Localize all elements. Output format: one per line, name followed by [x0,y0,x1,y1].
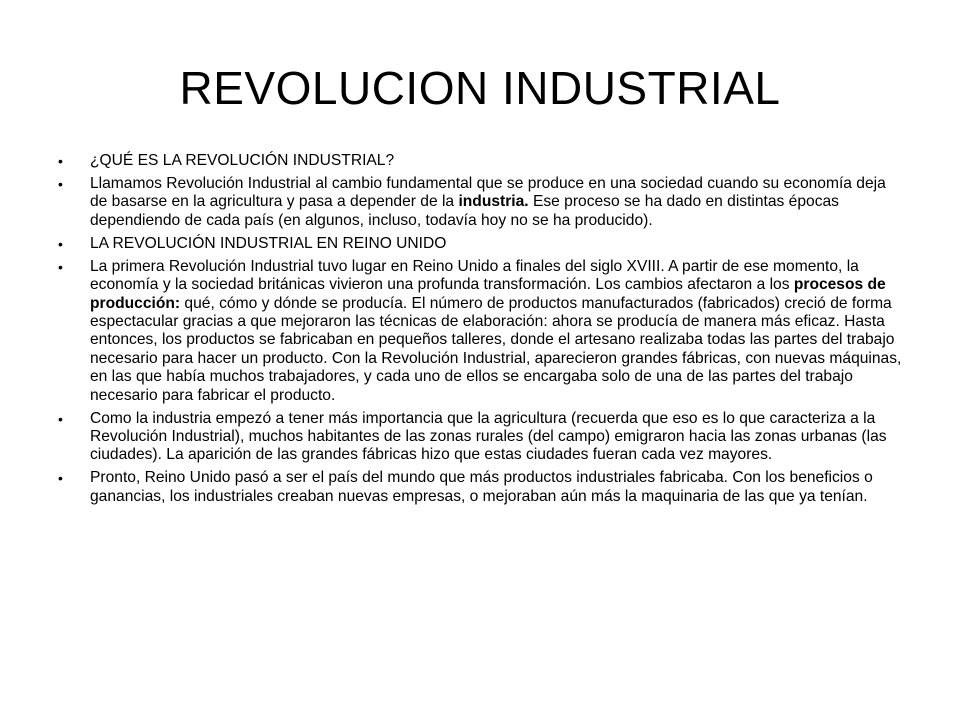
bullet-text [90,469,873,504]
bullet-dot-icon: • [58,470,63,487]
bullet-text-segment: Ese proceso se ha dado en distintas épocas dependiendo de cada país (en algunos, incluso, todavía hoy no se ha producido). [90,193,839,229]
bullet-text-bold: procesos de producción: [90,276,886,312]
bullet-text-bold: industria. [458,193,529,211]
bullet-item [58,175,906,230]
bullet-text [90,258,901,404]
slide-title: REVOLUCION INDUSTRIAL [179,62,781,114]
bullet-item [58,235,906,253]
bullet-text-segment: qué, cómo y dónde se producía. El número de productos manufacturados (fabricados) creció de forma espectacular gracias a que mejoraron las técnicas de elaboración: ahora se producía de manera más eficaz. Hasta entonces, los productos se fabricaban en pequeños talleres, donde el artesano realizaba todas las partes del trabajo necesario para hacer un producto. Con la Revolución Industrial, aparecieron grandes fábricas, con nuevas máquinas, en las que había muchos trabajadores, y cada uno de ellos se encargaba solo de una de las partes del trabajo necesario para fabricar el producto. [90,294,902,404]
bullet-dot-icon: • [58,153,63,169]
bullet-text [90,175,886,229]
bullet-list [58,152,906,511]
bullet-item [58,152,906,170]
bullet-item [58,258,906,405]
bullet-text-segment: La primera Revolución Industrial tuvo lugar en Reino Unido a finales del siglo XVIII. A partir de ese momento, la economía y la sociedad británicas vivieron una profunda transformación. Los cambios afectaron a los [90,257,859,294]
bullet-text [90,410,887,464]
bullet-text-segment: LA REVOLUCIÓN INDUSTRIAL EN REINO UNIDO [90,234,447,252]
bullet-text-segment: Como la industria empezó a tener más importancia que la agricultura (recuerda que eso es lo que caracteriza a la Revolución Industrial), muchos habitantes de las zonas rurales (del campo) emigraron hacia las zonas urbanas (las ciudades). La aparición de las grandes fábricas hizo que estas ciudades fueran cada vez mayores. [90,409,887,464]
bullet-text-segment: Llamamos Revolución Industrial al cambio fundamental que se produce en una sociedad cuando su economía deja de basarse en la agricultura y pasa a depender de la [90,175,886,211]
bullet-dot-icon: • [58,258,63,275]
bullet-dot-icon: • [58,410,63,427]
bullet-item [58,469,906,506]
bullet-text [90,152,394,169]
bullet-dot-icon: • [58,176,63,192]
bullet-text-segment: ¿QUÉ ES LA REVOLUCIÓN INDUSTRIAL? [90,152,395,169]
bullet-text [90,235,446,252]
bullet-text-segment: Pronto, Reino Unido pasó a ser el país del mundo que más productos industriales fabricaba. Con los beneficios o ganancias, los industriales creaban nuevas empresas, o mejoraban aún más la maquinaria de las que ya tenían. [90,469,873,505]
bullet-dot-icon: • [58,235,63,252]
bullet-item [58,410,906,465]
